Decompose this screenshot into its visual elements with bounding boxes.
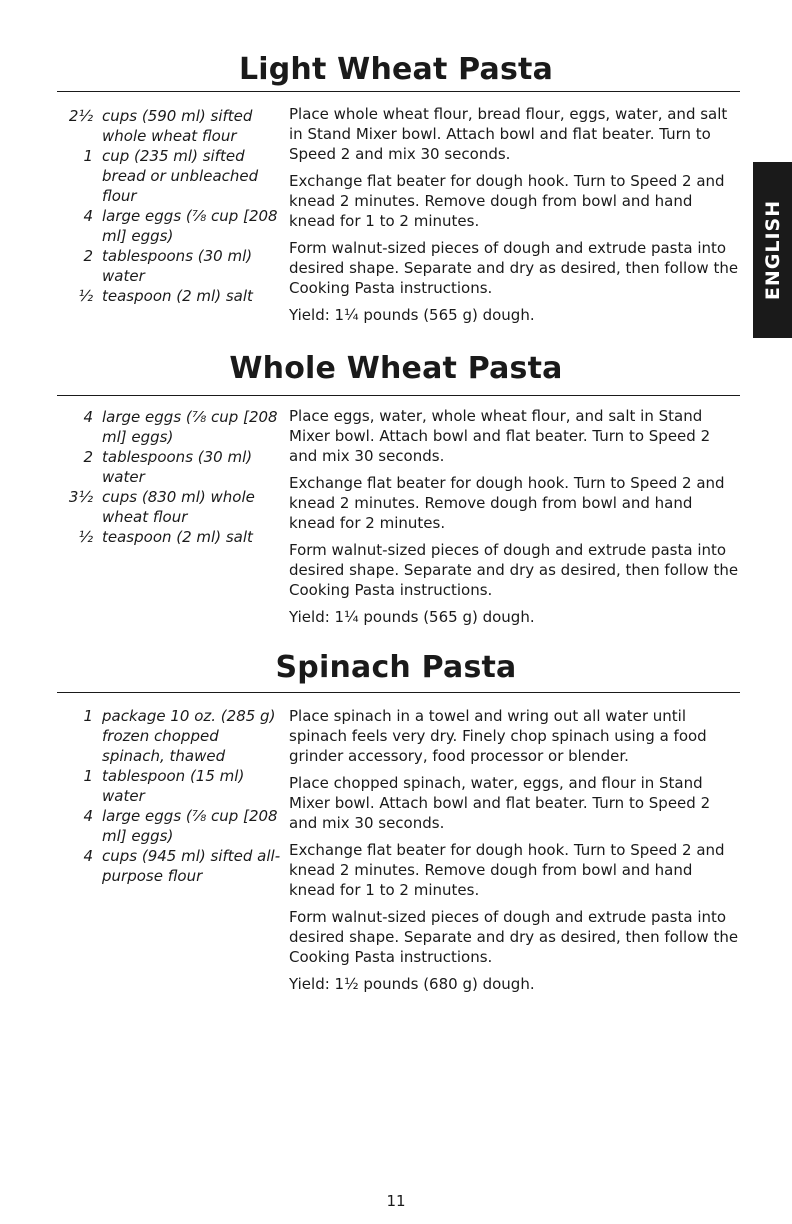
ingredient-item — [57, 846, 282, 886]
yield-text: Yield: 1¼ pounds (565 g) dough. — [289, 608, 535, 626]
ingredient-text: cups (830 ml) whole wheat flour — [102, 488, 255, 526]
recipe-title-whole-wheat: Whole Wheat Pasta — [229, 351, 563, 386]
ingredient-quantity: 4 — [83, 847, 93, 865]
ingredient-quantity: 3½ — [68, 488, 93, 506]
ingredient-item — [57, 206, 282, 246]
ingredient-quantity: 2 — [83, 247, 93, 265]
ingredient-list-spinach — [57, 706, 282, 886]
ingredient-item — [57, 806, 282, 846]
yield-text: Yield: 1½ pounds (680 g) dough. — [289, 975, 535, 993]
ingredient-list-light-wheat — [57, 106, 282, 306]
instruction-step: Form walnut-sized pieces of dough and extrude pasta into desired shape. Separate and dry as desired, then follow the Cooking Pasta instructions. — [289, 541, 739, 599]
ingredient-item — [57, 246, 282, 286]
language-tab-label: ENGLISH — [761, 199, 784, 301]
ingredient-text: tablespoon (15 ml) water — [102, 767, 245, 805]
language-tab — [753, 162, 792, 338]
ingredient-quantity: ½ — [78, 528, 93, 546]
ingredient-item — [57, 407, 282, 447]
yield-text: Yield: 1¼ pounds (565 g) dough. — [289, 306, 535, 324]
ingredient-item — [57, 706, 282, 766]
ingredient-quantity: 1 — [83, 767, 93, 785]
ingredient-item — [57, 527, 282, 547]
ingredient-item — [57, 106, 282, 146]
section-divider — [57, 91, 740, 92]
instruction-step: Exchange flat beater for dough hook. Turn to Speed 2 and knead 2 minutes. Remove dough from bowl and hand knead for 1 to 2 minutes. — [289, 841, 725, 899]
page-number: 11 — [386, 1192, 406, 1210]
ingredient-quantity: 2 — [83, 448, 93, 466]
ingredient-quantity: 2½ — [68, 107, 93, 125]
instruction-step: Exchange flat beater for dough hook. Turn to Speed 2 and knead 2 minutes. Remove dough from bowl and hand knead for 1 to 2 minutes. — [289, 172, 725, 230]
instruction-step: Place whole wheat flour, bread flour, eggs, water, and salt in Stand Mixer bowl. Attach bowl and flat beater. Turn to Speed 2 and mix 30 seconds. — [289, 105, 728, 163]
ingredient-text: teaspoon (2 ml) salt — [102, 287, 253, 305]
ingredient-quantity: 4 — [83, 207, 93, 225]
instruction-step: Form walnut-sized pieces of dough and extrude pasta into desired shape. Separate and dry as desired, then follow the Cooking Pasta instructions. — [289, 908, 739, 966]
ingredient-text: cups (590 ml) sifted whole wheat flour — [102, 107, 253, 145]
instructions-spinach — [289, 706, 741, 1001]
ingredient-text: package 10 oz. (285 g) frozen chopped spinach, thawed — [102, 707, 276, 765]
ingredient-text: cup (235 ml) sifted bread or unbleached flour — [102, 147, 259, 205]
ingredient-item — [57, 447, 282, 487]
ingredient-text: cups (945 ml) sifted all-purpose flour — [102, 847, 281, 885]
ingredient-list-whole-wheat — [57, 407, 282, 547]
ingredient-item — [57, 766, 282, 806]
instructions-whole-wheat — [289, 406, 741, 634]
ingredient-item — [57, 146, 282, 206]
ingredient-text: tablespoons (30 ml) water — [102, 247, 253, 285]
ingredient-text: large eggs (⁷⁄₈ cup [208 ml] eggs) — [102, 207, 278, 245]
section-divider — [57, 395, 740, 396]
recipe-title-light-wheat: Light Wheat Pasta — [238, 52, 554, 87]
instructions-light-wheat — [289, 104, 741, 332]
ingredient-quantity: 4 — [83, 807, 93, 825]
section-divider — [57, 692, 740, 693]
instruction-step: Exchange flat beater for dough hook. Turn to Speed 2 and knead 2 minutes. Remove dough from bowl and hand knead for 2 minutes. — [289, 474, 725, 532]
instruction-step: Place chopped spinach, water, eggs, and flour in Stand Mixer bowl. Attach bowl and flat beater. Turn to Speed 2 and mix 30 seconds. — [289, 774, 711, 832]
ingredient-text: large eggs (⁷⁄₈ cup [208 ml] eggs) — [102, 807, 278, 845]
instruction-step: Place eggs, water, whole wheat flour, and salt in Stand Mixer bowl. Attach bowl and flat beater. Turn to Speed 2 and mix 30 seconds. — [289, 407, 711, 465]
ingredient-quantity: ½ — [78, 287, 93, 305]
ingredient-quantity: 1 — [83, 707, 93, 725]
recipe-title-spinach: Spinach Pasta — [275, 650, 517, 685]
ingredient-text: teaspoon (2 ml) salt — [102, 528, 253, 546]
ingredient-item — [57, 286, 282, 306]
ingredient-quantity: 4 — [83, 408, 93, 426]
ingredient-item — [57, 487, 282, 527]
instruction-step: Place spinach in a towel and wring out all water until spinach feels very dry. Finely chop spinach using a food grinder accessory, food processor or blender. — [289, 707, 707, 765]
ingredient-quantity: 1 — [83, 147, 93, 165]
ingredient-text: tablespoons (30 ml) water — [102, 448, 253, 486]
instruction-step: Form walnut-sized pieces of dough and extrude pasta into desired shape. Separate and dry as desired, then follow the Cooking Pasta instructions. — [289, 239, 739, 297]
ingredient-text: large eggs (⁷⁄₈ cup [208 ml] eggs) — [102, 408, 278, 446]
